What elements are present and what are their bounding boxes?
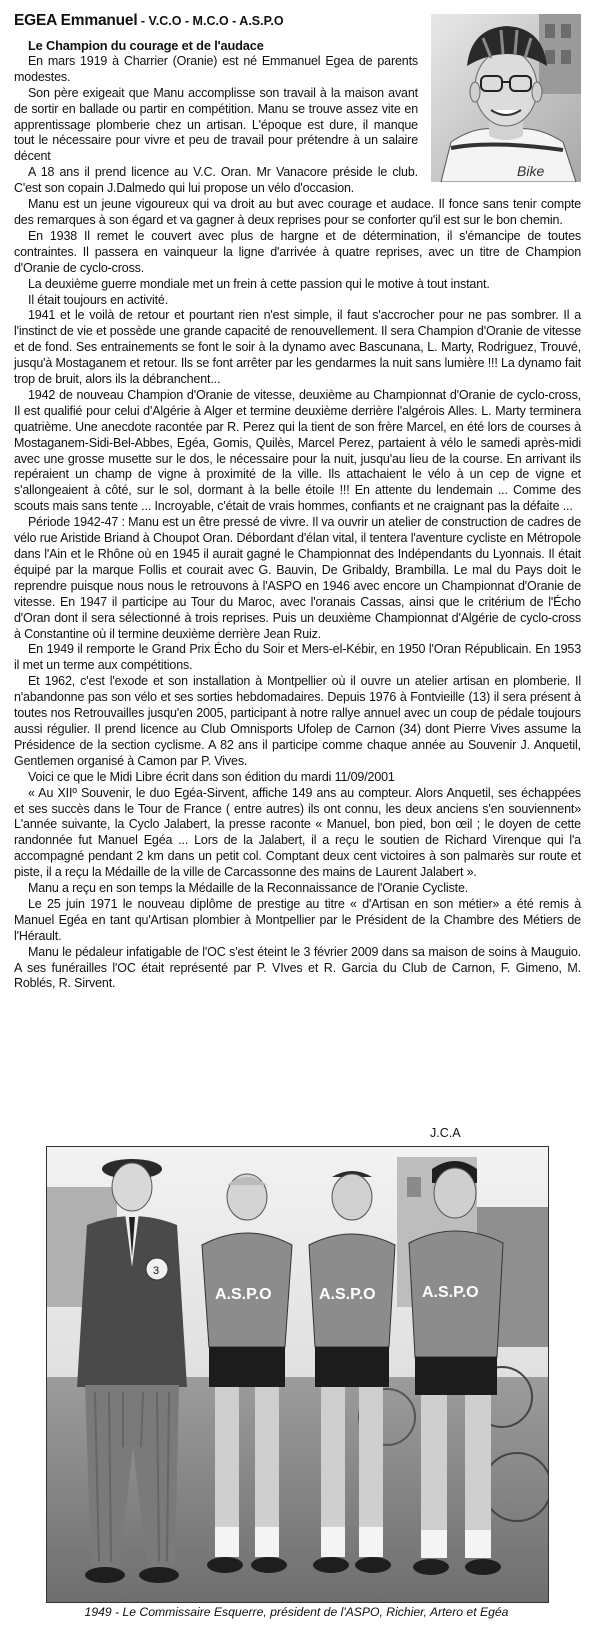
team-photo-illustration [47, 1147, 548, 1602]
article-paragraph: Manu est un jeune vigoureux qui va droit au but avec courage et audace. Il fonce sans tenir compte des remarques à son égard et va gagner à deux reprises pour se conforter qu'il est sur le bon chemin. [14, 197, 581, 227]
article-paragraph: Voici ce que le Midi Libre écrit dans son édition du mardi 11/09/2001 [28, 769, 395, 784]
article-paragraph: En 1938 Il remet le couvert avec plus de hargne et de détermination, il s'émancipe de toutes contraintes. Il passera en vainqueur la ligne d'arrivée à quatre reprises, avec un titre de Champion d'Oranie de cyclo-cross. [14, 228, 581, 275]
article-paragraph: « Au XIIº Souvenir, le duo Egéa-Sirvent, affiche 149 ans au compteur. Alors Anquetil, ses échappées et ses succès dans le Tour de France ( entre autres) ils ont connu, les deux anciens s'en souviennent» L'année suivante, la Cyclo Jalabert, la presse raconte « Manuel, bon pied, bon œil ; le doyen de cette randonnée fut Manuel Egéa ... Lors de la Jalabert, il a reçu le soutien de Richard Virenque qui l'a accompagné pendant 2 km dans un petit col. Comptant deux cent victoires à son palmarès sur route et piste, il a reçu la Médaille de la ville de Carcassonne des mains de Laurent Jalabert ». [14, 785, 581, 880]
article-paragraph: Son père exigeait que Manu accomplisse son travail à la maison avant de sortir en ballade ou partir en compétition. Manu se trouve assez vite en apprentissage plomberie chez un artisan. L'époque est dure, il manque tout le nécessaire pour vivre et peu de travail pour prétendre à un salaire décent [14, 85, 418, 164]
article-paragraph: Il était toujours en activité. [28, 292, 169, 307]
article-subtitle: Le Champion du courage et de l'audace [28, 38, 264, 53]
article-title-clubs: - V.C.O - M.C.O - A.S.P.O [137, 14, 284, 28]
photo-caption: 1949 - Le Commissaire Esquerre, président de l'ASPO, Richier, Artero et Egéa [84, 1605, 509, 1619]
article-paragraph: Et 1962, c'est l'exode et son installation à Montpellier où il ouvre un atelier artisan en plomberie. Il n'abandonne pas son vélo et ses sorties hebdomadaires. Depuis 1976 à Fontvieille (13) il sera présent à toutes nos Retrouvailles jusqu'en 2005, participant à notre rallye annuel avec un coup de pédale toujours aussi régulier. Il prend licence au Club Omnisports Ufolep de Carnon (34) dont Pierre Vives assume la Présidence de la section cyclisme. A 82 ans il participe comme chaque année au Souvenir J. Anquetil, Gentlemen organisé à Camon par P. Vives. [14, 674, 581, 768]
article-paragraph: Manu a reçu en son temps la Médaille de la Reconnaissance de l'Oranie Cycliste. [28, 881, 469, 896]
article-paragraph: 1942 de nouveau Champion d'Oranie de vitesse, deuxième au Championnat d'Oranie de cyclo-cross, Il est qualifié pour celui d'Algérie à Alger et termine deuxième derrière l'algérois Alles. L. Marty terminera quatrième. Une anecdote racontée par R. Perez qui la tient de son frère Marcel, en été lors de courses à Mostaganem-Sidi-Bel-Abbes, Egéa, Gomis, Quilès, Marcel Perez, partaient à vélo le samedi après-midi avec une grosse musette sur le dos, le nécessaire pour la nuit, jusqu'au lieu de la course. En arrivant ils repéraient un champ de vigne à proximité de la ville. Ils attachaient le vélo à un cep de vigne et s'allongeaient à côté, sur le sol, dormant à la belle étoile !!! En attente du lendemain ... Comme des scouts mais sans tente ... Incroyable, c'était de vrais hommes, confiants et ne craignant pas la défaite ... [14, 387, 581, 514]
team-photo [46, 1146, 549, 1603]
jersey-text-richier: A.S.P.O [215, 1286, 272, 1303]
article-paragraph: En mars 1919 à Charrier (Oranie) est né Emmanuel Egea de parents modestes. [14, 53, 418, 84]
article-paragraph: 1941 et le voilà de retour et pourtant rien n'est simple, il faut s'accrocher pour ne pas sombrer. Il a l'instinct de vie et possède une grande capacité de renouvellement. Il sera Champion d'Oranie de vitesse et de fond. Ses entrainements se font le soir à la dynamo avec Bascunana, L. Marty, Rodriguez, Trouvé, jusqu'à Mostaganem et retour. Ils se font arrêter par les gendarmes la nuit sans lumière !!! La dynamo fait trop de bruit, alors ils la débranchent... [14, 308, 581, 387]
article-paragraph: En 1949 il remporte le Grand Prix Écho du Soir et Mers-el-Kébir, en 1950 l'Oran Républicain. En 1953 il met un terme aux compétitions. [14, 642, 581, 673]
jersey-text-artero: A.S.P.O [319, 1286, 376, 1303]
commissaire-badge-number: 3 [153, 1265, 160, 1277]
article-paragraph: A 18 ans il prend licence au V.C. Oran. Mr Vanacore préside le club. C'est son copain J.Dalmedo qui lui propose un vélo d'occasion. [14, 165, 418, 196]
article-paragraph: Période 1942-47 : Manu est un être pressé de vivre. Il va ouvrir un atelier de construction de cadres de vélo rue Aristide Briand à Choupot Oran. Débordant d'élan vital, il tentera l'aventure cycliste en Métropole dans l'Ain et le Rhône où en 1945 il aurait gagné le Championnat des Indépendants du Lyonnais. Il était équipé par la marque Follis et courait avec G. Bauvin, De Gribaldy, Brambilla. Le mal du Pays doit le reprendre puisque nous nous le retrouvons à l'ASPO en 1946 avec encore un Championnat d'Oranie de vitesse. En 1947 il participe au Tour du Maroc, avec l'oranais Cassas, ainsi que le critérium de l'Écho d'Oran dont il sera sélectionné à trois reprises. Puis un deuxième Championnat d'Algérie de cyclo-cross à Constantine où il termine deuxième derrière Jean Ruiz. [14, 515, 581, 641]
portrait-jersey-text: Bike [517, 163, 545, 179]
article-paragraph: Le 25 juin 1971 le nouveau diplôme de prestige au titre « d'Artisan en son métier» a été remis à Manuel Egéa en tant qu'Artisan plombier à Montpellier par le Président de la Chambre des Métiers de l'Hérault. [14, 896, 581, 943]
article-paragraph: Manu le pédaleur infatigable de l'OC s'est éteint le 3 février 2009 dans sa maison de soins à Mauguio. A ses funérailles l'OC était représenté par P. VIves et R. Garcia du Club de Carnon, F. Gimeno, M. Roblés, R. Sirvent. [14, 944, 581, 991]
article-title-name: EGEA Emmanuel [14, 12, 138, 29]
article-body [14, 38, 581, 992]
jersey-text-egea: A.S.P.O [422, 1284, 479, 1301]
article-header [14, 11, 414, 31]
article-paragraph: La deuxième guerre mondiale met un frein à cette passion qui le motive à tout instant. [28, 276, 490, 291]
author-signature: J.C.A [430, 1126, 461, 1140]
